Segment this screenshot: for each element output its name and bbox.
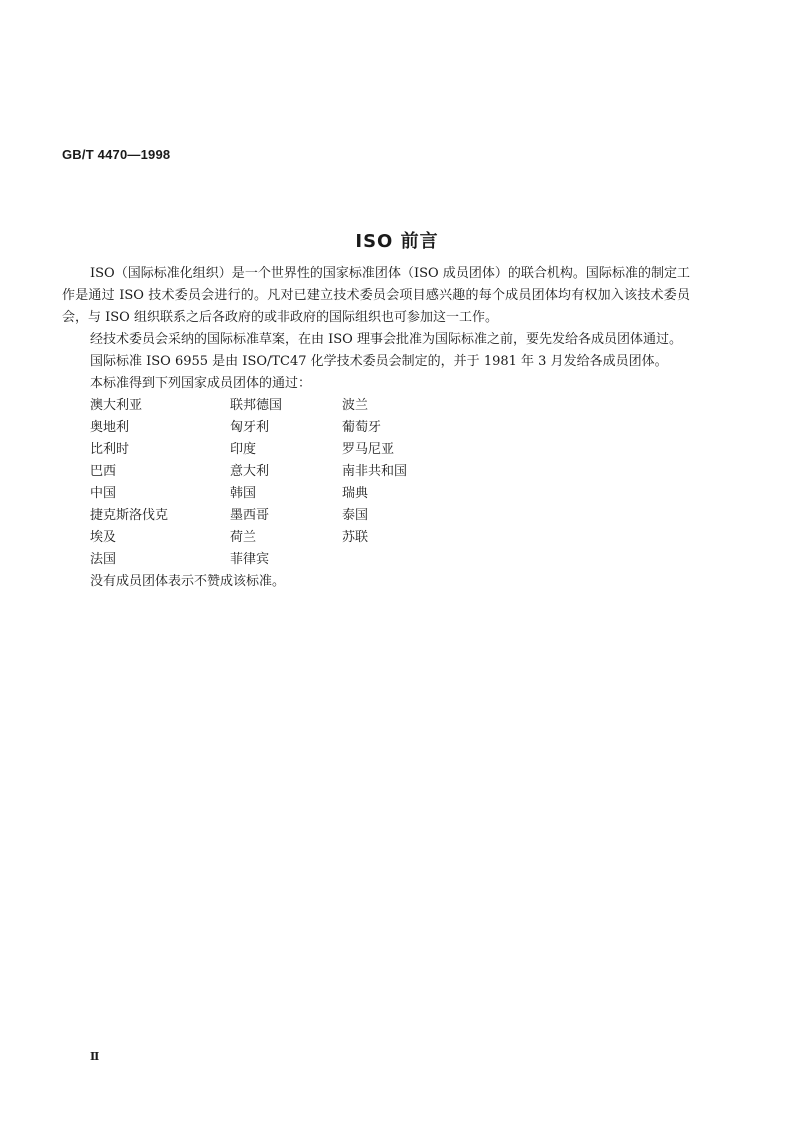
member-country: 法国 xyxy=(90,552,117,567)
table-row xyxy=(90,461,462,483)
member-country: 比利时 xyxy=(90,442,130,457)
member-country: 荷兰 xyxy=(230,530,257,545)
member-country: 苏联 xyxy=(342,530,369,545)
paragraph-standard-origin: 国际标准 ISO 6955 是由 ISO/TC47 化学技术委员会制定的，并于 1981 年 3 月发给各成员团体。 xyxy=(90,354,668,369)
member-country: 波兰 xyxy=(342,398,369,413)
member-country: 罗马尼亚 xyxy=(342,442,395,457)
member-country: 澳大利亚 xyxy=(90,398,143,413)
paragraph-iso-intro: ISO（国际标准化组织）是一个世界性的国家标准团体（ISO 成员团体）的联合机构。国际标准的制定工作是通过 ISO 技术委员会进行的。凡对已建立技术委员会项目感兴趣的每个成员团体均有权加入该技术委员会，与 ISO 组织联系之后各政府的或非政府的国际组织也可参加这一工作。 xyxy=(62,266,690,325)
page-number: Ⅱ xyxy=(90,1051,100,1063)
paragraph-closing: 没有成员团体表示不赞成该标准。 xyxy=(90,574,286,589)
member-country: 联邦德国 xyxy=(230,398,283,413)
table-row xyxy=(90,439,462,461)
document-code: GB/T 4470—1998 xyxy=(62,147,171,162)
member-country: 瑞典 xyxy=(342,486,369,501)
table-row xyxy=(90,527,462,549)
member-country: 韩国 xyxy=(230,486,257,501)
member-country: 巴西 xyxy=(90,464,117,479)
table-row xyxy=(90,505,462,527)
table-row xyxy=(90,549,462,571)
member-country: 意大利 xyxy=(230,464,270,479)
table-row xyxy=(90,395,462,417)
member-country: 南非共和国 xyxy=(342,464,408,479)
table-row xyxy=(90,483,462,505)
member-country: 匈牙利 xyxy=(230,420,270,435)
member-country: 泰国 xyxy=(342,508,369,523)
member-country: 捷克斯洛伐克 xyxy=(90,508,169,523)
member-country: 埃及 xyxy=(90,530,117,545)
page-title: ISO 前言 xyxy=(355,231,439,252)
paragraph-draft-approval: 经技术委员会采纳的国际标准草案，在由 ISO 理事会批准为国际标准之前，要先发给各成员团体通过。 xyxy=(90,332,682,347)
member-country: 菲律宾 xyxy=(230,552,270,567)
table-row xyxy=(90,417,462,439)
member-country: 奥地利 xyxy=(90,420,130,435)
member-country: 葡萄牙 xyxy=(342,420,382,435)
member-country: 墨西哥 xyxy=(230,508,270,523)
member-country: 印度 xyxy=(230,442,257,457)
paragraph-members-intro: 本标准得到下列国家成员团体的通过： xyxy=(90,376,312,391)
member-country xyxy=(342,549,462,571)
member-countries-table xyxy=(90,395,462,571)
member-country: 中国 xyxy=(90,486,117,501)
document-body xyxy=(62,263,690,593)
